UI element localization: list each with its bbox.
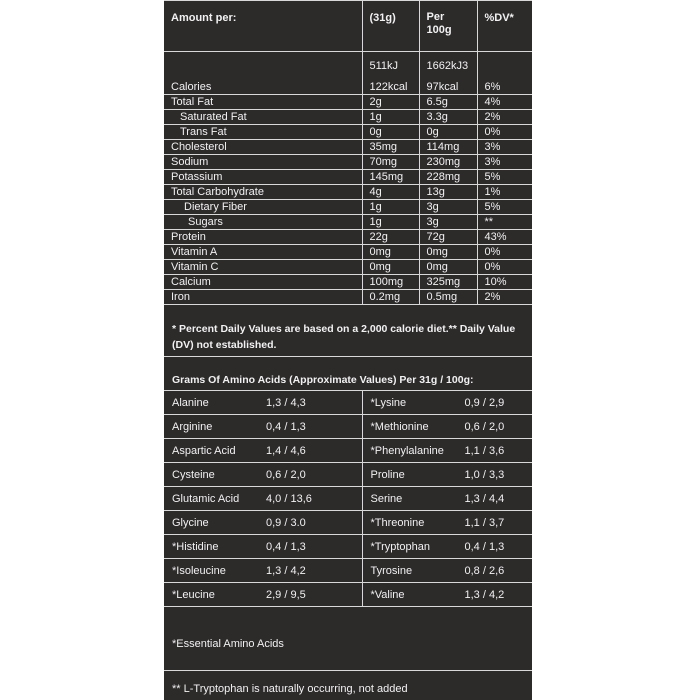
divider	[164, 670, 532, 671]
nutrient-row: Vitamin C 0mg 0mg 0%	[164, 260, 532, 275]
nutrient-row: Calories 122kcal 97kcal 6%	[164, 80, 532, 95]
nutrient-row: Potassium 145mg 228mg 5%	[164, 170, 532, 185]
amino-value: 0,4 / 1,3	[464, 540, 505, 553]
amino-row	[164, 535, 532, 559]
amino-name: Tyrosine	[370, 564, 413, 577]
amino-value: 1,1 / 3,6	[464, 444, 505, 457]
amino-row	[164, 487, 532, 511]
nutrient-row: Iron 0.2mg 0.5mg 2%	[164, 290, 532, 305]
amino-name: *Threonine	[370, 516, 425, 529]
amino-name: Serine	[370, 492, 403, 505]
amino-value: 0,4 / 1,3	[266, 420, 306, 433]
amino-name: *Valine	[370, 588, 405, 601]
amino-value: 0,6 / 2,0	[266, 468, 306, 481]
amino-name: Proline	[370, 468, 405, 481]
amino-value: 1,4 / 4,6	[266, 444, 306, 457]
amino-name: *Histidine	[172, 540, 219, 553]
amino-value: 1,1 / 3,7	[464, 516, 505, 529]
amino-name: *Phenylalanine	[370, 444, 444, 457]
amino-name: Aspartic Acid	[172, 444, 236, 457]
amino-value: 0,8 / 2,6	[464, 564, 505, 577]
amino-row	[164, 511, 532, 535]
energy-kj-row	[164, 52, 532, 81]
amino-row	[164, 463, 532, 487]
amino-row	[164, 583, 532, 607]
amino-value: 2,9 / 9,5	[266, 588, 306, 601]
amino-name: *Isoleucine	[172, 564, 226, 577]
kj-serving: 511kJ	[362, 52, 419, 81]
amino-acids-title: Grams Of Amino Acids (Approximate Values) Per 31g / 100g:	[172, 374, 474, 386]
nutrition-table	[164, 0, 532, 305]
dv-header: %DV*	[477, 1, 532, 52]
amino-value: 1,3 / 4,2	[464, 588, 505, 601]
amino-row	[164, 391, 532, 415]
amino-name: *Methionine	[370, 420, 429, 433]
nutrient-row: Dietary Fiber 1g 3g 5%	[164, 200, 532, 215]
amino-row	[164, 439, 532, 463]
nutrient-row: Trans Fat 0g 0g 0%	[164, 125, 532, 140]
amino-row	[164, 415, 532, 439]
nutrient-row: Cholesterol 35mg 114mg 3%	[164, 140, 532, 155]
amino-value: 0,9 / 2,9	[464, 396, 505, 409]
nutrition-panel	[164, 0, 532, 700]
serving-header: (31g)	[362, 1, 419, 52]
nutrient-row: Sugars 1g 3g **	[164, 215, 532, 230]
amino-value: 1,3 / 4,3	[266, 396, 306, 409]
amino-value: 0,4 / 1,3	[266, 540, 306, 553]
divider	[164, 356, 532, 357]
nutrient-row: Vitamin A 0mg 0mg 0%	[164, 245, 532, 260]
nutrient-row: Protein 22g 72g 43%	[164, 230, 532, 245]
amino-name: Glycine	[172, 516, 209, 529]
nutrient-row: Sodium 70mg 230mg 3%	[164, 155, 532, 170]
nutrient-row: Calcium 100mg 325mg 10%	[164, 275, 532, 290]
amino-value: 0,6 / 2,0	[464, 420, 505, 433]
nutrient-row: Saturated Fat 1g 3.3g 2%	[164, 110, 532, 125]
amino-name: *Leucine	[172, 588, 215, 601]
amino-row	[164, 559, 532, 583]
amino-name: Glutamic Acid	[172, 492, 240, 505]
essential-amino-note: *Essential Amino Acids	[172, 638, 284, 650]
amount-per-header: Amount per:	[164, 1, 362, 52]
amino-acids-table	[164, 390, 532, 607]
header-row	[164, 1, 532, 52]
tryptophan-note: ** L-Tryptophan is naturally occurring, not added	[172, 683, 408, 695]
amino-value: 4,0 / 13,6	[266, 492, 312, 505]
amino-name: *Tryptophan	[370, 540, 431, 553]
amino-name: Arginine	[172, 420, 213, 433]
amino-name: *Lysine	[370, 396, 407, 409]
nutrient-row: Total Carbohydrate 4g 13g 1%	[164, 185, 532, 200]
per100-header: Per 100g	[419, 1, 477, 52]
nutrient-row: Total Fat 2g 6.5g 4%	[164, 95, 532, 110]
amino-value: 1,3 / 4,2	[266, 564, 306, 577]
amino-value: 0,9 / 3.0	[266, 516, 306, 529]
amino-name: Alanine	[172, 396, 209, 409]
dv-footnote: * Percent Daily Values are based on a 2,000 calorie diet.** Daily Value (DV) not established.	[172, 323, 516, 351]
amino-value: 1,0 / 3,3	[464, 468, 505, 481]
amino-name: Cysteine	[172, 468, 215, 481]
amino-value: 1,3 / 4,4	[464, 492, 505, 505]
kj-100: 1662kJ3	[419, 52, 477, 81]
